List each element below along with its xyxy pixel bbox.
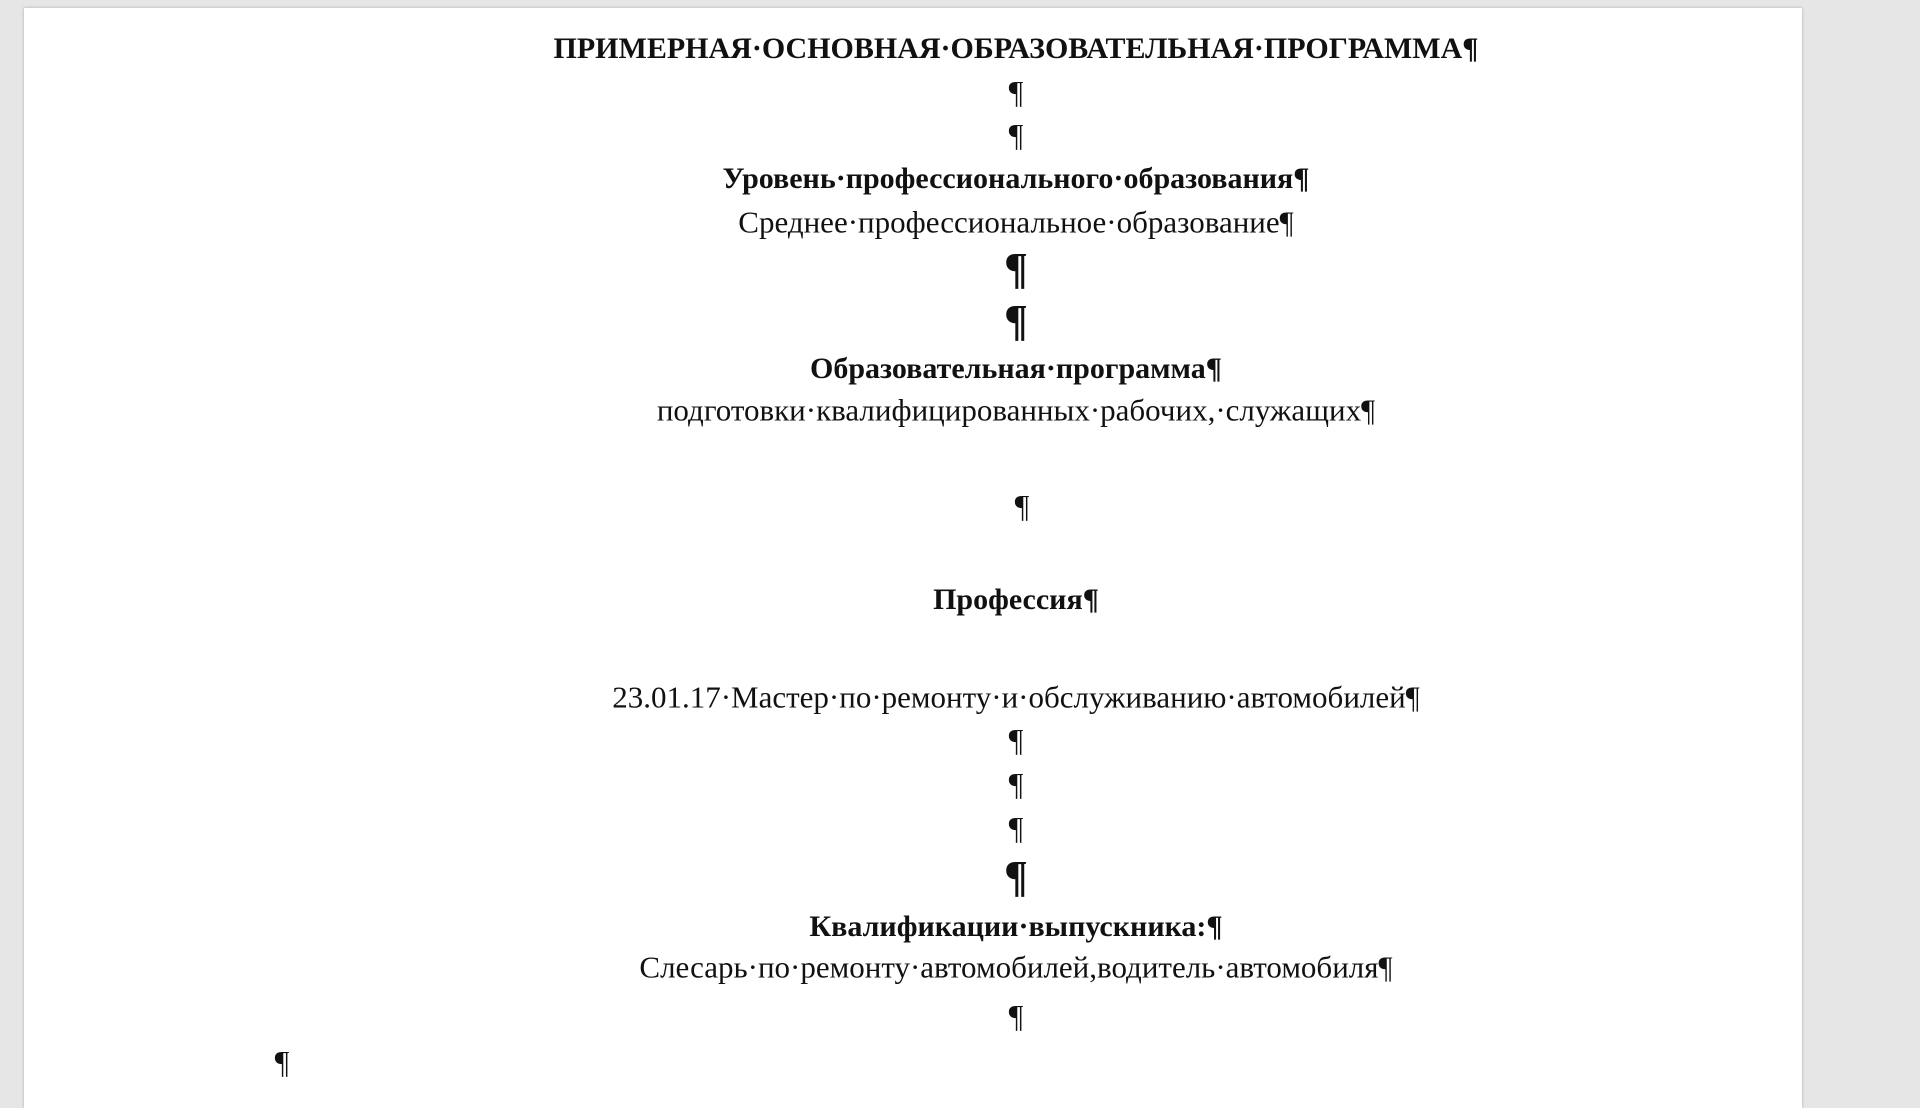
empty-paragraph-mark: ¶ — [1008, 810, 1024, 846]
empty-paragraph-mark: ¶ — [1008, 766, 1024, 802]
empty-paragraph-mark: ¶ — [1014, 488, 1030, 524]
profession-heading: Профессия¶ — [933, 583, 1099, 616]
empty-paragraph-mark: ¶ — [274, 1044, 290, 1080]
empty-paragraph-mark: ¶ — [1004, 296, 1028, 345]
level-value: Среднее·профессиональное·образование¶ — [738, 204, 1294, 240]
program-heading: Образовательная·программа¶ — [810, 352, 1222, 385]
level-heading: Уровень·профессионального·образования¶ — [722, 162, 1310, 195]
empty-paragraph-mark: ¶ — [1008, 117, 1024, 153]
document-title: ПРИМЕРНАЯ·ОСНОВНАЯ·ОБРАЗОВАТЕЛЬНАЯ·ПРОГРАММА¶ — [553, 32, 1479, 65]
qualification-heading: Квалификации·выпускника:¶ — [809, 910, 1223, 943]
empty-paragraph-mark: ¶ — [1008, 722, 1024, 758]
empty-paragraph-mark: ¶ — [1008, 998, 1024, 1034]
program-value: подготовки·квалифицированных·рабочих,·служащих¶ — [656, 392, 1376, 428]
empty-paragraph-mark: ¶ — [1004, 852, 1028, 901]
empty-paragraph-mark: ¶ — [1004, 244, 1028, 293]
profession-value: 23.01.17·Мастер·по·ремонту·и·обслуживанию·автомобилей¶ — [612, 679, 1420, 715]
qualification-value: Слесарь·по·ремонту·автомобилей,водитель·автомобиля¶ — [639, 949, 1393, 985]
empty-paragraph-mark: ¶ — [1008, 74, 1024, 110]
